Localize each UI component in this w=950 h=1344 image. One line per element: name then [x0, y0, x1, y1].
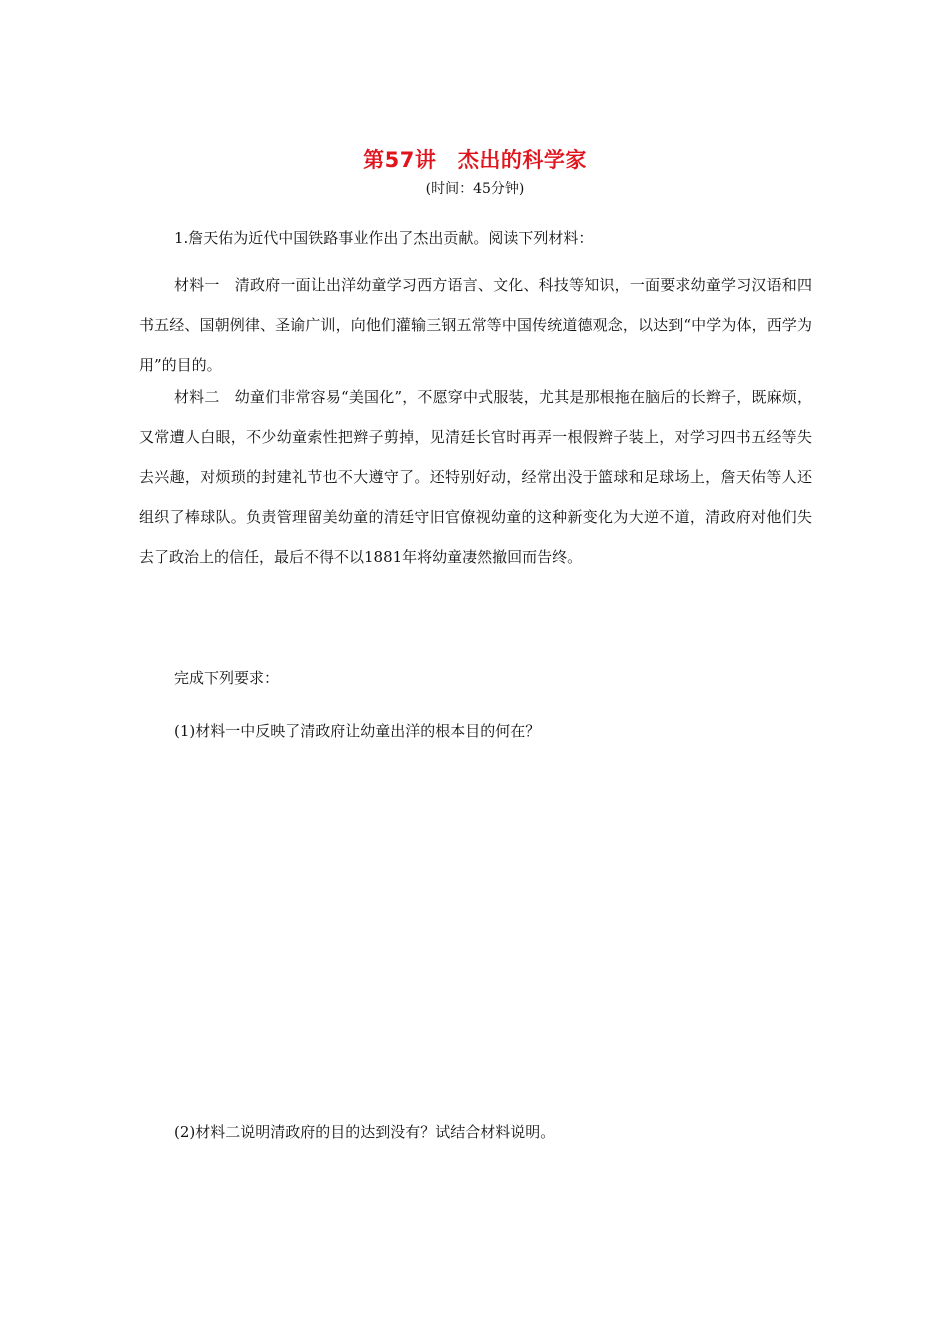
page-title: 第57讲 杰出的科学家: [363, 148, 587, 172]
question-intro: 1.詹天佑为近代中国铁路事业作出了杰出贡献。阅读下列材料：: [174, 229, 594, 247]
time-limit: (时间：45分钟): [425, 181, 525, 197]
material-two: 材料二 幼童们非常容易“美国化”，不愿穿中式服装，尤其是那根拖在脑后的长辫子，既麻烦，又常遭人白眼，不少幼童索性把辫子剪掉，见清廷长官时再弄一根假辫子装上，对学习四书五经等失去兴趣，对烦琐的封建礼节也不大遵守了。还特别好动，经常出没于篮球和足球场上，詹天佑等人还组织了棒球队。负责管理留美幼童的清廷守旧官僚视幼童的这种新变化为大逆不道，清政府对他们失去了政治上的信任，最后不得不以1881年将幼童凄然撤回而告终。: [139, 388, 812, 566]
requirement-label: 完成下列要求：: [174, 669, 280, 687]
sub-question-1: (1)材料一中反映了清政府让幼童出洋的根本目的何在？: [174, 722, 541, 740]
material-one: 材料一 清政府一面让出洋幼童学习西方语言、文化、科技等知识，一面要求幼童学习汉语和四书五经、国朝例律、圣谕广训，向他们灌输三钢五常等中国传统道德观念，以达到“中学为体，西学为用”的目的。: [139, 276, 812, 374]
sub-question-2: (2)材料二说明清政府的目的达到没有？试结合材料说明。: [174, 1123, 556, 1141]
